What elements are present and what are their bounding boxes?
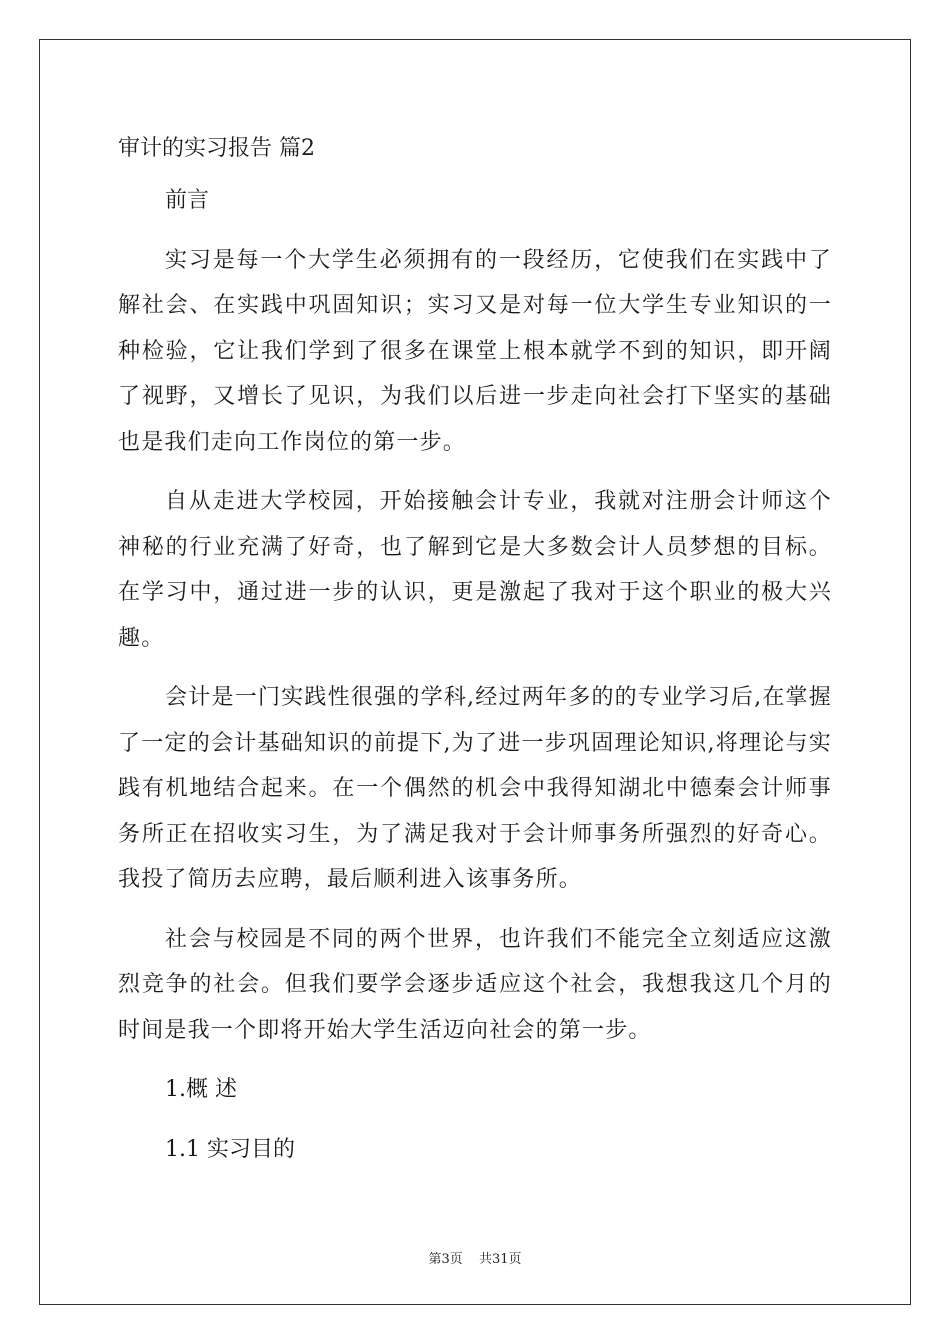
document-title: 审计的实习报告 篇2 bbox=[118, 136, 315, 161]
paragraph-3: 会计是一门实践性很强的学科,经过两年多的的专业学习后,在掌握了一定的会计基础知识的前提下,为了进一步巩固理论知识,将理论与实践有机地结合起来。在一个偶然的机会中我得知湖北中德秦会计师事务所正在招收实习生，为了满足我对于会计师事务所强烈的好奇心。我投了简历去应聘，最后顺利进入该事务所。 bbox=[118, 685, 832, 892]
page-number: 第3页 bbox=[428, 1252, 463, 1267]
page-total: 共31页 bbox=[478, 1252, 522, 1267]
page-footer bbox=[0, 1248, 950, 1267]
paragraph-2: 自从走进大学校园，开始接触会计专业，我就对注册会计师这个神秘的行业充满了好奇，也了解到它是大多数会计人员梦想的目标。在学习中，通过进一步的认识，更是激起了我对于这个职业的极大兴趣。 bbox=[118, 489, 832, 651]
section-heading-1-1: 1.1 实习目的 bbox=[165, 1136, 295, 1162]
paragraph-4: 社会与校园是不同的两个世界，也许我们不能完全立刻适应这激烈竞争的社会。但我们要学会逐步适应这个社会，我想我这几个月的时间是我一个即将开始大学生活迈向社会的第一步。 bbox=[118, 926, 832, 1043]
document-body bbox=[118, 128, 832, 1186]
paragraph-1: 实习是每一个大学生必须拥有的一段经历，它使我们在实践中了解社会、在实践中巩固知识；实习又是对每一位大学生专业知识的一种检验，它让我们学到了很多在课堂上根本就学不到的知识，即开阔了视野，又增长了见识，为我们以后进一步走向社会打下坚实的基础也是我们走向工作岗位的第一步。 bbox=[118, 247, 832, 455]
section-heading-1: 1.概 述 bbox=[165, 1077, 237, 1102]
preface-heading: 前言 bbox=[165, 188, 210, 213]
